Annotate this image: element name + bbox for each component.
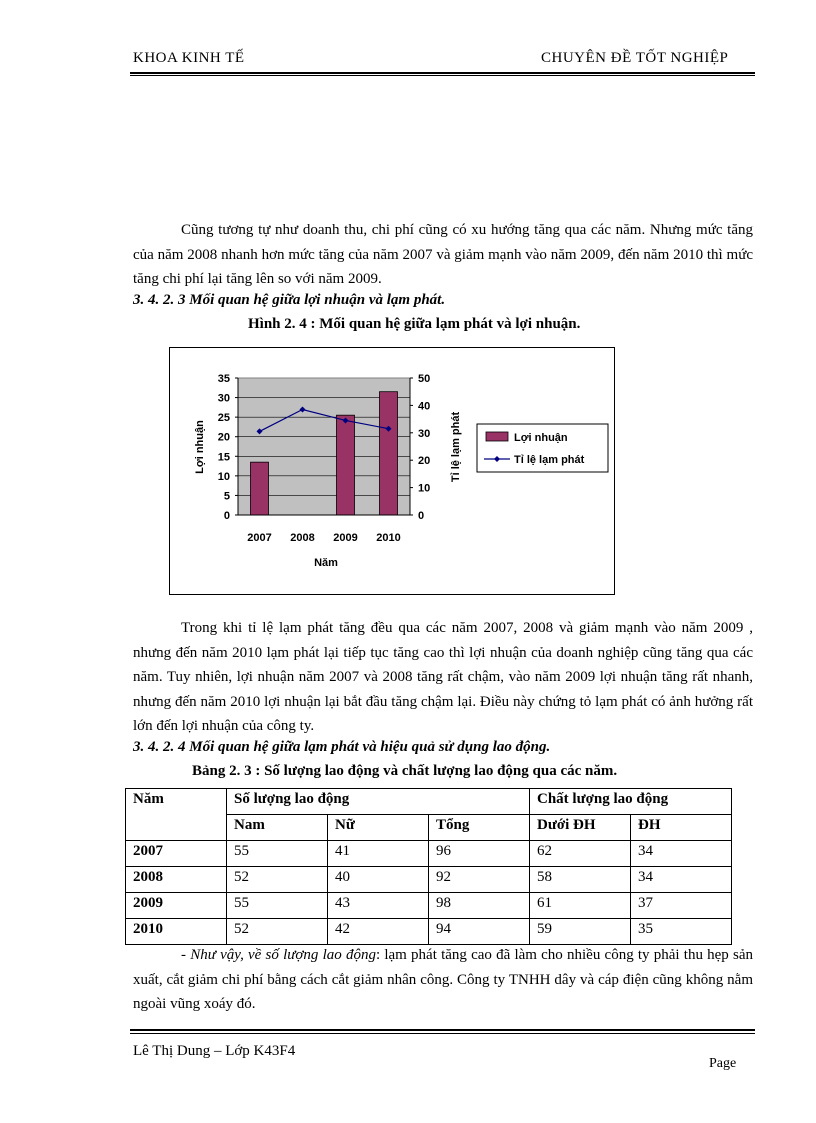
row-year: 2008	[126, 867, 227, 893]
x-axis-label: Năm	[314, 557, 338, 569]
y-tick-label: 5	[223, 490, 230, 503]
section-heading-3-4-2-3: 3. 4. 2. 3 Mối quan hệ giữa lợi nhuận và lạm phát.	[133, 292, 446, 308]
subheader-male: Nam	[227, 815, 328, 841]
cell: 55	[227, 841, 328, 867]
group-header-quality: Chất lượng lao động	[530, 789, 732, 815]
cell: 55	[227, 893, 328, 919]
group-header-quantity: Số lượng lao động	[227, 789, 530, 815]
y2-tick-label: 40	[418, 400, 431, 413]
cell: 34	[631, 841, 732, 867]
table-row	[126, 841, 732, 867]
legend-swatch-bar	[486, 432, 508, 441]
y2-tick-label: 50	[418, 373, 431, 385]
cell: 41	[328, 841, 429, 867]
subheader-university: ĐH	[631, 815, 732, 841]
header-rule-thin	[130, 75, 755, 76]
paragraph-1: Cũng tương tự như doanh thu, chi phí cũng có xu hướng tăng qua các năm. Nhưng mức tăng của năm 2008 nhanh hơn mức tăng của năm 2007 và giảm mạnh vào năm 2009, đến năm 2010 thì mức tăng chi phí lại tăng lên so với năm 2009.	[133, 222, 753, 287]
year-header: Năm	[126, 789, 227, 841]
header-right: CHUYÊN ĐỀ TỐT NGHIỆP	[541, 50, 729, 66]
profit-bar	[380, 392, 398, 515]
y-tick-label: 25	[217, 412, 230, 425]
paragraph-3	[133, 943, 753, 1017]
section-heading-3-4-2-4: 3. 4. 2. 4 Mối quan hệ giữa lạm phát và hiệu quả sử dụng lao động.	[133, 739, 551, 755]
cell: 37	[631, 893, 732, 919]
y2-tick-label: 30	[418, 427, 431, 440]
table-caption: Bảng 2. 3 : Số lượng lao động và chất lượng lao động qua các năm.	[192, 763, 618, 779]
chart-frame	[169, 347, 615, 595]
paragraph-3-lead: - Như vậy, về số lượng lao động	[181, 947, 376, 963]
subheader-female: Nữ	[328, 815, 429, 841]
cell: 62	[530, 841, 631, 867]
y2-tick-label: 20	[418, 455, 431, 468]
y-tick-label: 20	[217, 431, 230, 444]
y2-tick-label: 10	[418, 482, 431, 495]
y-tick-label: 15	[217, 451, 230, 464]
row-year: 2009	[126, 893, 227, 919]
profit-bar	[337, 415, 355, 515]
y-axis-label: Lợi nhuận	[194, 420, 206, 474]
y-tick-label: 10	[217, 470, 230, 483]
paragraph-2: Trong khi tỉ lệ lạm phát tăng đều qua các năm 2007, 2008 và giảm mạnh vào năm 2009 , nhưng đến năm 2010 lạm phát lại tiếp tục tăng cao thì lợi nhuận của doanh nghiệp cũng tăng qua các năm. Tuy nhiên, lợi nhuận năm 2007 và 2008 tăng rất chậm, vào năm 2009 lợi nhuận tăng rất nhanh, nhưng đến năm 2010 lợi nhuận lại bắt đầu tăng chậm lại. Điều này chứng tỏ lạm phát có ảnh hưởng rất lớn đến lợi nhuận của công ty.	[133, 620, 753, 734]
table-header-row	[126, 789, 732, 815]
row-year: 2007	[126, 841, 227, 867]
table-row	[126, 893, 732, 919]
cell: 98	[429, 893, 530, 919]
cell: 58	[530, 867, 631, 893]
figure-caption: Hình 2. 4 : Mối quan hệ giữa lạm phát và lợi nhuận.	[248, 316, 581, 332]
cell: 34	[631, 867, 732, 893]
row-year: 2010	[126, 919, 227, 945]
cell: 61	[530, 893, 631, 919]
x-tick-label: 2007	[247, 532, 272, 544]
profit-bar	[251, 462, 269, 515]
cell: 96	[429, 841, 530, 867]
y-tick-label: 35	[217, 373, 230, 385]
x-tick-label: 2010	[376, 532, 401, 544]
labor-table	[125, 788, 732, 945]
legend-label-inflation: Tỉ lệ lạm phát	[514, 454, 585, 466]
footer-page: Page	[709, 1056, 737, 1071]
y-tick-label: 30	[217, 392, 230, 405]
y-tick-label: 0	[223, 510, 230, 522]
cell: 52	[227, 867, 328, 893]
table-row	[126, 867, 732, 893]
x-tick-label: 2009	[333, 532, 358, 544]
footer-rule	[130, 1029, 755, 1031]
header-rule	[130, 72, 755, 74]
cell: 92	[429, 867, 530, 893]
y2-tick-label: 0	[418, 510, 425, 522]
subheader-below-university: Dưới ĐH	[530, 815, 631, 841]
y2-axis-label: Tỉ lệ lạm phát	[450, 411, 462, 483]
cell: 35	[631, 919, 732, 945]
table-row	[126, 919, 732, 945]
cell: 42	[328, 919, 429, 945]
cell: 94	[429, 919, 530, 945]
subheader-total: Tổng	[429, 815, 530, 841]
legend-label-profit: Lợi nhuận	[514, 432, 568, 444]
paragraph-3-rest: : lạm phát tăng cao đã làm cho nhiều công ty phải thu hẹp sản xuất, cắt giảm chi phí bằng cách cắt giảm nhân công. Công ty TNHH dây và cáp điện cũng không nằm ngoài vũng xoáy đó.	[133, 947, 753, 1012]
x-tick-label: 2008	[290, 532, 315, 544]
footer-left: Lê Thị Dung – Lớp K43F4	[133, 1043, 296, 1059]
header-left: KHOA KINH TẾ	[133, 50, 245, 66]
cell: 40	[328, 867, 429, 893]
cell: 59	[530, 919, 631, 945]
cell: 52	[227, 919, 328, 945]
cell: 43	[328, 893, 429, 919]
footer-rule-thin	[130, 1033, 755, 1034]
combo-chart	[170, 348, 614, 594]
